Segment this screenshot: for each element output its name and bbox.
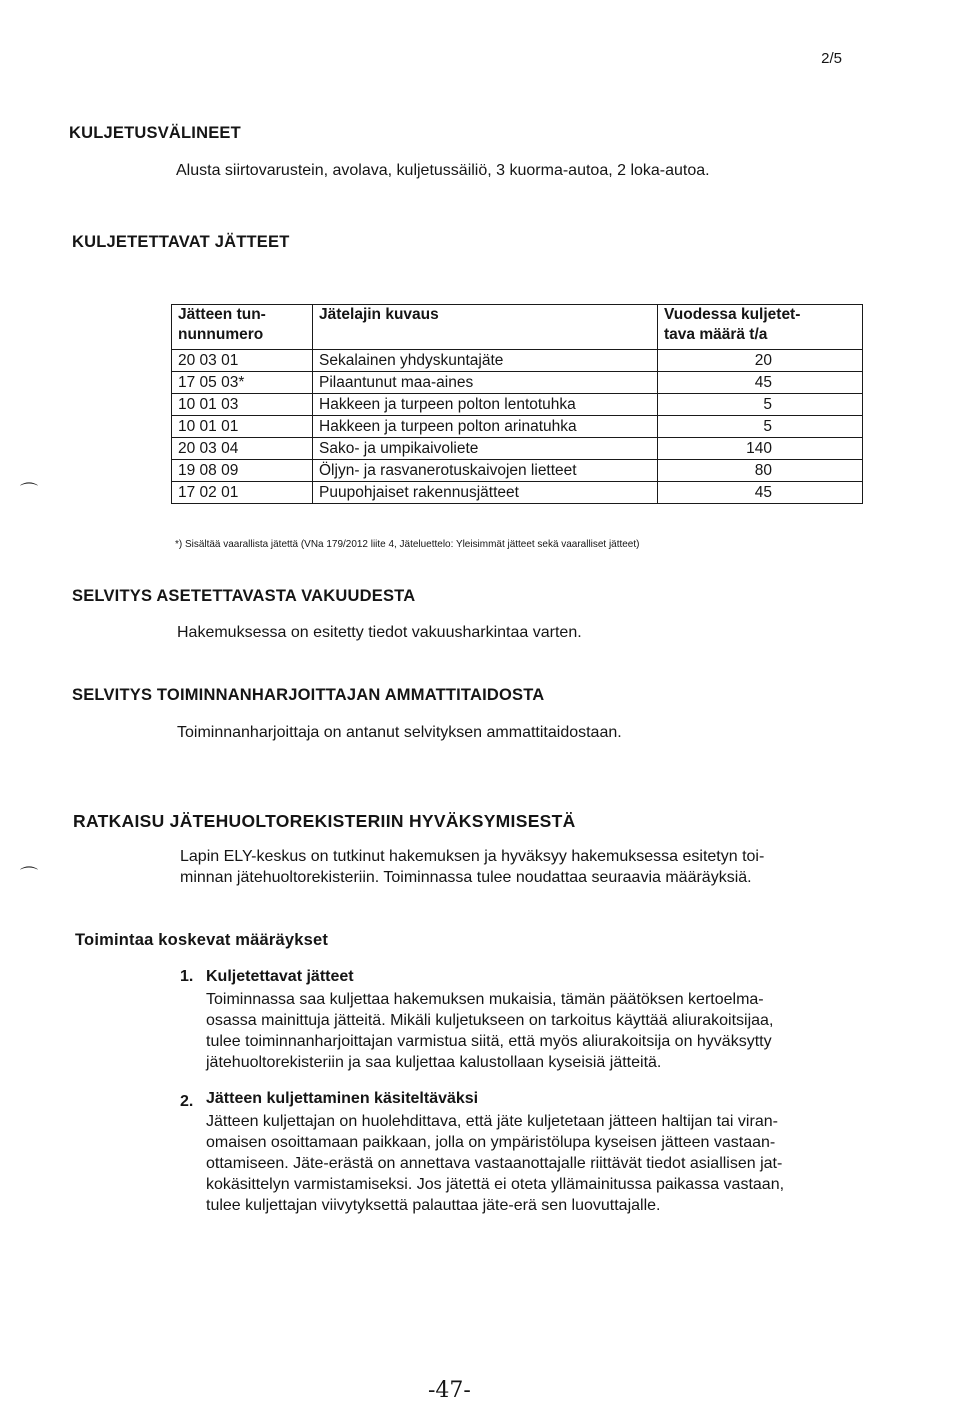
table-row (172, 438, 863, 460)
table-row (172, 372, 863, 394)
item-line: tulee kuljettajan viivytyksettä palauttaa jäte-erä sen luovuttajalle. (206, 1197, 661, 1214)
header-text: Vuodessa kuljetet- (664, 306, 801, 323)
cell-description: Hakkeen ja turpeen polton lentotuhka (313, 394, 658, 416)
section-heading-maaraykset: Toimintaa koskevat määräykset (75, 931, 329, 949)
item-title: Kuljetettavat jätteet (206, 968, 354, 985)
cell-amount: 5 (658, 416, 863, 438)
section-heading-ammattitaito: SELVITYS TOIMINNANHARJOITTAJAN AMMATTITAIDOSTA (72, 686, 545, 704)
ammattitaito-text: Toiminnanharjoittaja on antanut selvityksen ammattitaidostaan. (177, 724, 622, 741)
cell-amount: 140 (658, 438, 863, 460)
column-header-description (313, 305, 658, 350)
cell-code: 10 01 03 (172, 394, 313, 416)
item-line: Jätteen kuljettajan on huolehdittava, että jäte kuljetetaan jätteen haltijan tai viran- (206, 1113, 778, 1130)
item-title: Jätteen kuljettaminen käsiteltäväksi (206, 1090, 479, 1107)
header-text: Jätteen tun- (178, 306, 266, 323)
kuljetusvalineet-text: Alusta siirtovarustein, avolava, kuljetussäiliö, 3 kuorma-autoa, 2 loka-autoa. (176, 162, 710, 179)
table-row (172, 394, 863, 416)
table-row (172, 460, 863, 482)
item-line: Toiminnassa saa kuljettaa hakemuksen mukaisia, tämän päätöksen kertoelma- (206, 991, 764, 1008)
page-number: 2/5 (821, 50, 842, 67)
table-row (172, 350, 863, 372)
item-line: osassa mainittuja jätteitä. Mikäli kuljetukseen on tarkoitus käyttää aliurakoitsijaa, (206, 1012, 774, 1029)
item-line: jätehuoltorekisteriin ja saa kuljettaa kalustollaan kyseisiä jätteitä. (206, 1054, 662, 1071)
cell-amount: 45 (658, 372, 863, 394)
cell-code: 10 01 01 (172, 416, 313, 438)
vakuus-text: Hakemuksessa on esitetty tiedot vakuusharkintaa varten. (177, 624, 582, 641)
item-line: omaisen osoittamaan paikkaan, jolla on ympäristölupa kyseisen jätteen vastaan- (206, 1134, 776, 1151)
column-header-amount (658, 305, 863, 350)
cell-description: Öljyn- ja rasvanerotuskaivojen lietteet (313, 460, 658, 482)
header-text: nunnumero (178, 326, 264, 343)
table-row (172, 416, 863, 438)
section-heading-vakuus: SELVITYS ASETETTAVASTA VAKUUDESTA (72, 587, 416, 605)
ratkaisu-line-1: Lapin ELY-keskus on tutkinut hakemuksen ja hyväksyy hakemuksessa esitetyn toi- (180, 848, 765, 865)
cell-code: 17 02 01 (172, 482, 313, 504)
table-header-row (172, 305, 863, 350)
cell-code: 17 05 03* (172, 372, 313, 394)
item-line: ottamiseen. Jäte-erästä on annettava vastaanottajalle riittävät tiedot asiallisen jat- (206, 1155, 783, 1172)
item-body (206, 989, 866, 1073)
header-text: tava määrä t/a (664, 326, 768, 343)
cell-description: Sekalainen yhdyskuntajäte (313, 350, 658, 372)
cell-amount: 5 (658, 394, 863, 416)
table-row (172, 482, 863, 504)
section-heading-kuljetettavat: KULJETETTAVAT JÄTTEET (72, 233, 290, 251)
cell-amount: 45 (658, 482, 863, 504)
cell-amount: 80 (658, 460, 863, 482)
column-header-code (172, 305, 313, 350)
item-number: 2. (180, 1093, 194, 1110)
cell-code: 20 03 04 (172, 438, 313, 460)
handwritten-page-mark: -47- (428, 1378, 471, 1403)
item-number: 1. (180, 968, 194, 985)
item-line: kokäsittelyn varmistamiseksi. Jos jätettä ei oteta yllämainitussa paikassa vastaan, (206, 1176, 785, 1193)
cell-description: Hakkeen ja turpeen polton arinatuhka (313, 416, 658, 438)
cell-amount: 20 (658, 350, 863, 372)
cell-description: Sako- ja umpikaivoliete (313, 438, 658, 460)
punch-mark: ⌒ (20, 482, 38, 502)
cell-description: Pilaantunut maa-aines (313, 372, 658, 394)
header-text: Jätelajin kuvaus (319, 306, 439, 323)
waste-table (171, 304, 863, 504)
cell-code: 19 08 09 (172, 460, 313, 482)
ratkaisu-line-2: minnan jätehuoltorekisteriin. Toiminnassa tulee noudattaa seuraavia määräyksiä. (180, 869, 752, 886)
item-body (206, 1111, 866, 1216)
cell-description: Puupohjaiset rakennusjätteet (313, 482, 658, 504)
cell-code: 20 03 01 (172, 350, 313, 372)
section-heading-ratkaisu: RATKAISU JÄTEHUOLTOREKISTERIIN HYVÄKSYMISESTÄ (73, 811, 576, 831)
table-footnote: *) Sisältää vaarallista jätettä (VNa 179/2012 liite 4, Jäteluettelo: Yleisimmät jätteet sekä vaaralliset jätteet) (175, 538, 640, 550)
punch-mark: ⌒ (20, 866, 38, 886)
section-heading-kuljetusvalineet: KULJETUSVÄLINEET (69, 124, 241, 142)
item-line: tulee toiminnanharjoittajan varmistua siitä, että myös aliurakoitsija on hyväksytty (206, 1033, 772, 1050)
